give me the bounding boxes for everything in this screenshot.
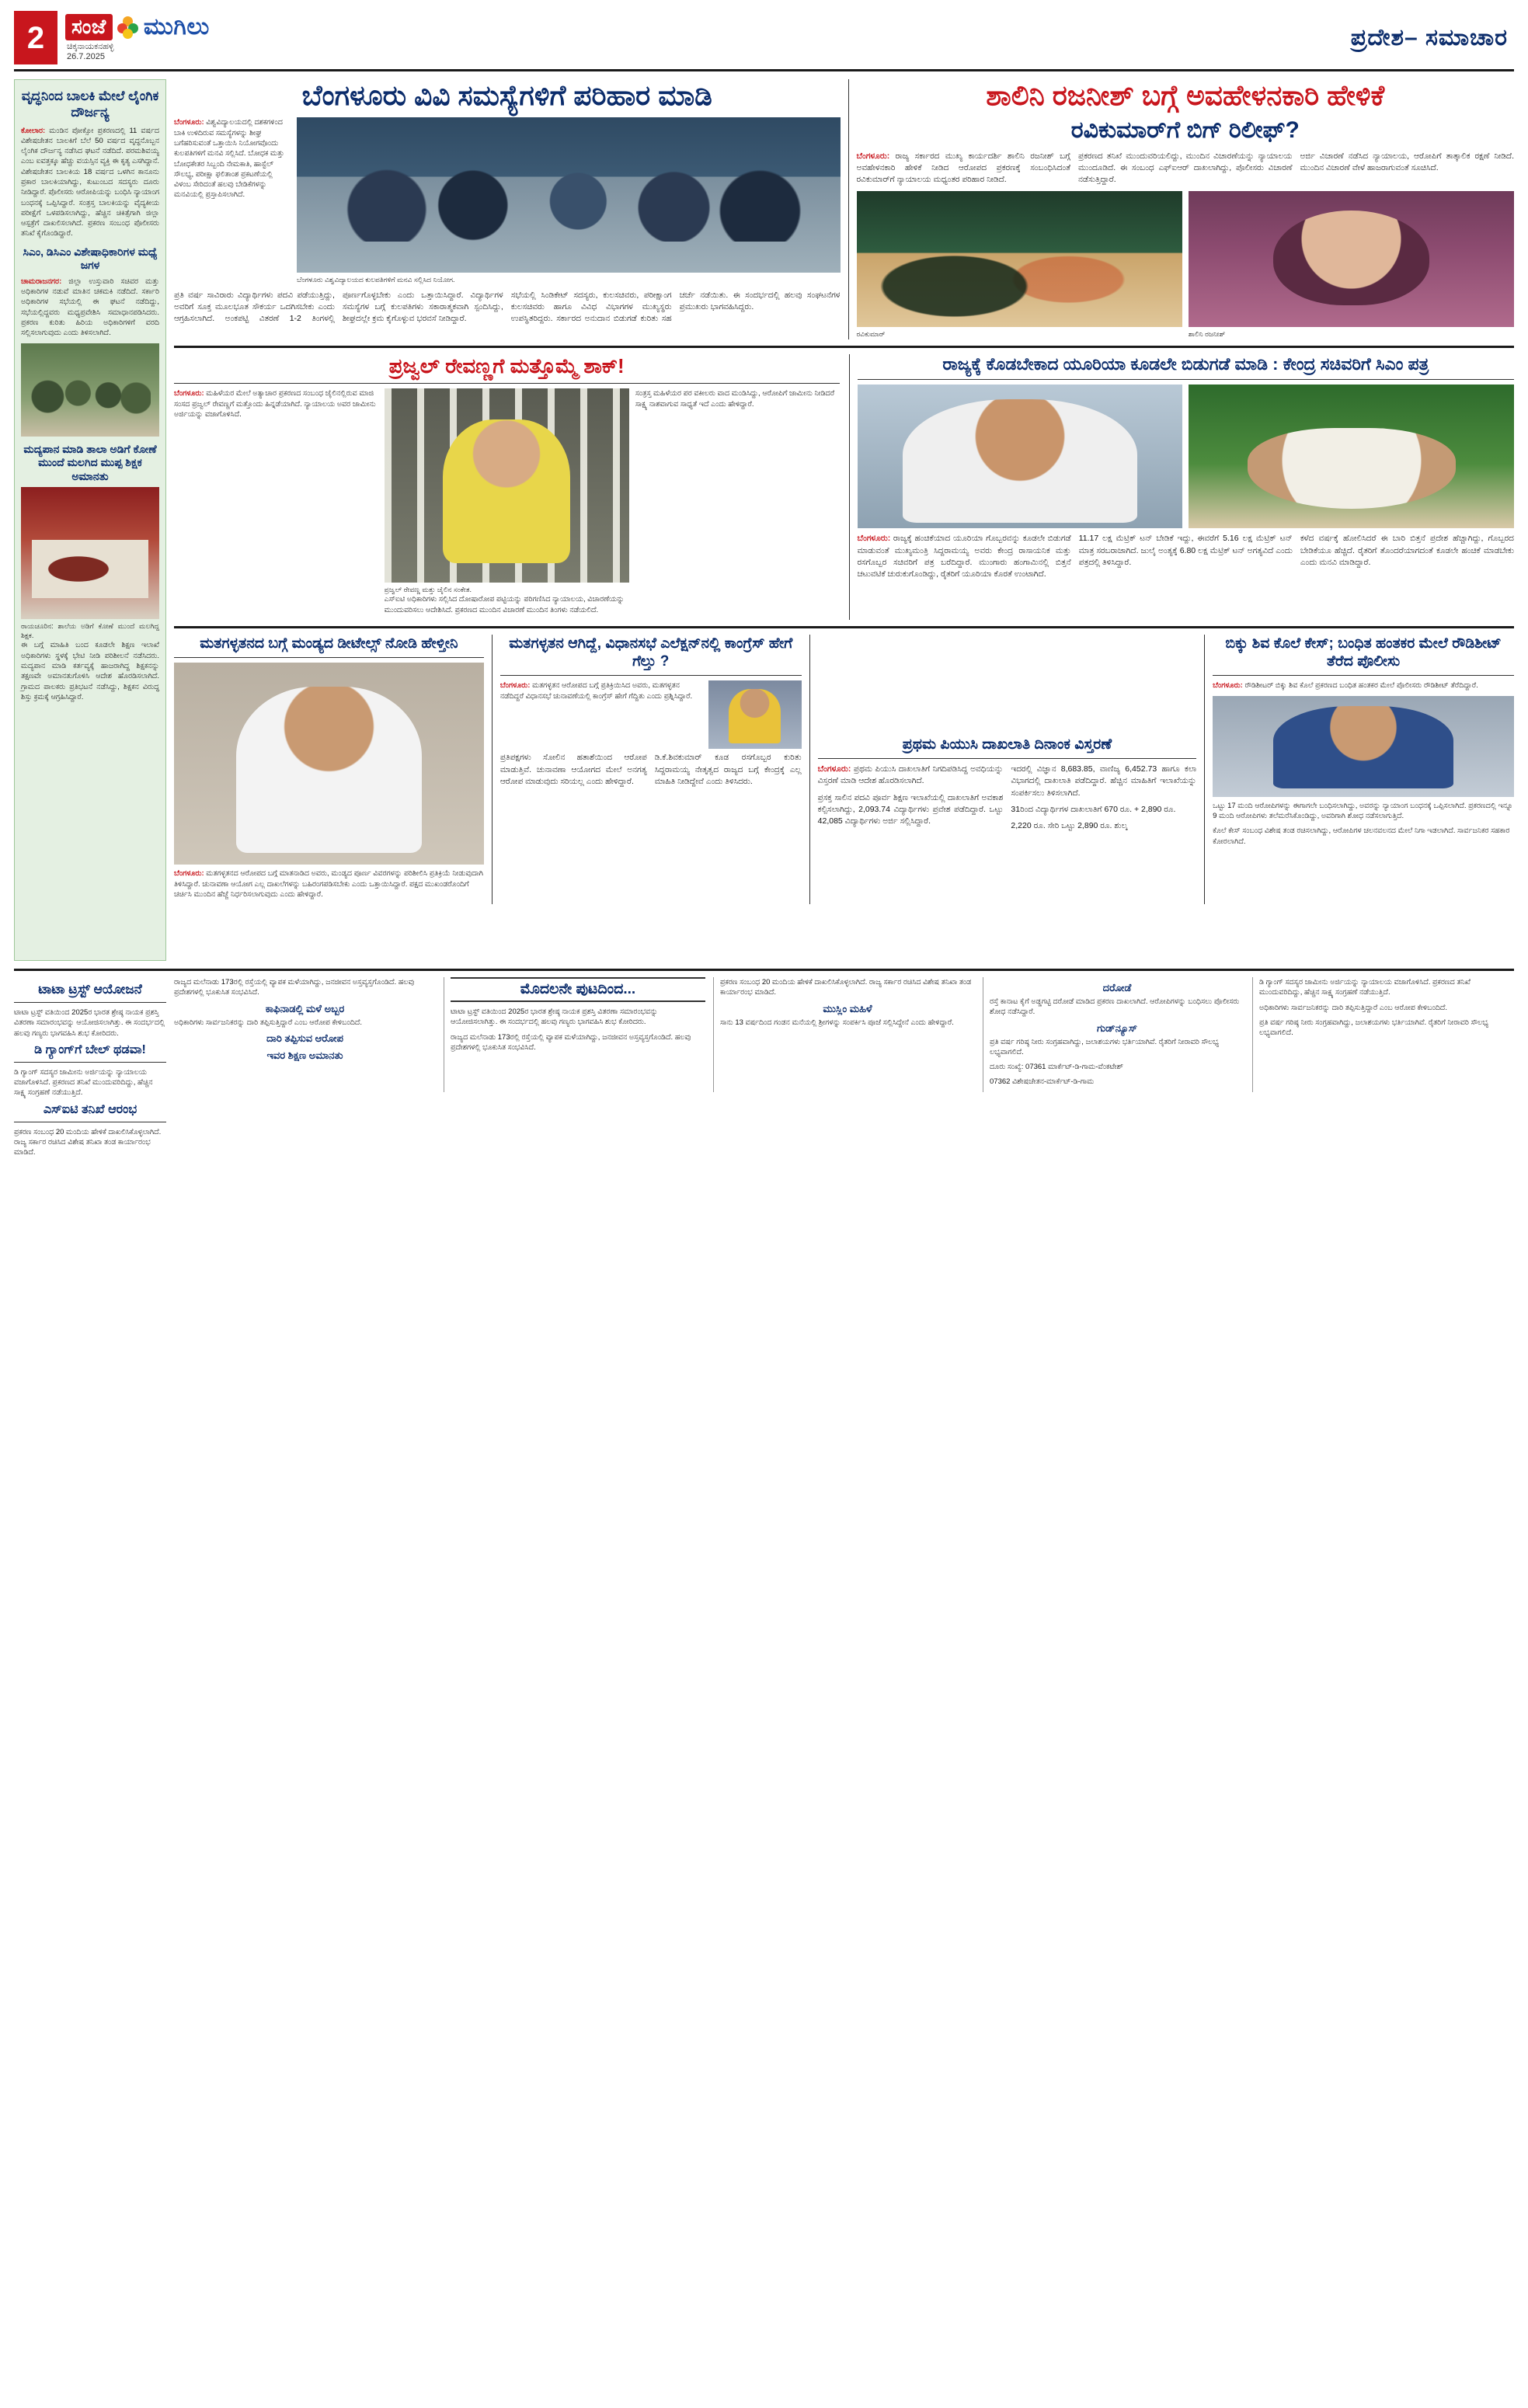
lead-story xyxy=(174,79,841,339)
photo-accused xyxy=(1213,696,1514,797)
photo-caption-teacher: ರಾಯಚೂರಿನ: ಶಾಲೆಯ ಅಡಿಗೆ ಕೋಣೆ ಮುಂದೆ ಮಲಗಿದ್ದ ಶಿಕ್ಷಕ. xyxy=(21,622,159,640)
piuc-byline: ಬೆಂಗಳೂರು: xyxy=(817,764,851,774)
sub2-headline: ದಾರಿ ತಪ್ಪಿಸುವ ಆರೋಪ xyxy=(266,1032,344,1044)
logo-mugilu-text: ಮುಗಿಲು xyxy=(143,14,210,40)
cont-col5-c: ಪ್ರತಿ ವರ್ಷ ಗರಿಷ್ಠ ನೀರು ಸಂಗ್ರಹವಾಗಿದ್ದು, ಜಲಾಶಯಗಳು ಭರ್ತಿಯಾಗಿವೆ. ರೈತರಿಗೆ ನೀರಾವರಿ ಸೌಲಭ್ಯ ಲಭ್ಯವಾಗಲಿದೆ. xyxy=(1259,1018,1489,1038)
cont-col4-a: ರಸ್ತೆ ಕಾನಾಟ ಕೈಗೆ ಅಡ್ಡಗಟ್ಟಿ ದರೋಡೆ ಮಾಡಿದ ಪ್ರಕರಣ ದಾಖಲಾಗಿದೆ. ಆರೋಪಿಗಳನ್ನು ಬಂಧಿಸಲು ಪೊಲೀಸರು ಶೋಧ ನಡೆಸಿದ್ದಾರೆ. xyxy=(990,997,1240,1017)
urea-byline: ಬೆಂಗಳೂರು: xyxy=(857,534,891,544)
congress-byline: ಬೆಂಗಳೂರು: xyxy=(499,681,531,691)
congress-body-b: ಪ್ರತಿಪಕ್ಷಗಳು ಸೋಲಿನ ಹತಾಶೆಯಿಂದ ಆರೋಪ ಮಾಡುತ್ತಿವೆ. ಚುನಾವಣಾ ಆಯೋಗದ ಮೇಲೆ ಅನಗತ್ಯ ಆರೋಪ ಮಾಡುವುದು ಸರಿಯಲ್ಲ ಎಂದು ಹೇಳಿದ್ದಾರೆ. xyxy=(499,753,647,786)
left-sidebar-column xyxy=(14,79,166,961)
story-police xyxy=(1204,635,1514,904)
main-content-column xyxy=(174,79,1514,961)
prajwal-body-c: ಸಂತ್ರಸ್ತ ಮಹಿಳೆಯರ ಪರ ವಕೀಲರು ವಾದ ಮಂಡಿಸಿದ್ದು, ಆರೋಪಿಗೆ ಜಾಮೀನು ನೀಡಿದರೆ ಸಾಕ್ಷ್ಯ ನಾಶವಾಗುವ ಸಾಧ್ಯತೆ ಇದೆ ಎಂದು ಹೇಳಿದ್ದಾರೆ. xyxy=(635,389,835,409)
lower-band xyxy=(174,635,1514,904)
top-section xyxy=(14,79,1514,961)
shalini-body-b: ಪ್ರಕರಣದ ತನಿಖೆ ಮುಂದುವರಿಯಲಿದ್ದು, ಮುಂದಿನ ವಿಚಾರಣೆಯನ್ನು ನ್ಯಾಯಾಲಯ ಮುಂದೂಡಿದೆ. ಈ ಸಂಬಂಧ ಎಫ್‌ಐಆರ್ ದಾಖಲಾಗಿದ್ದು, ಪೊಲೀಸರು ವಿಚಾರಣೆ ನಡೆಸುತ್ತಿದ್ದಾರೆ. xyxy=(1078,151,1293,185)
congress-body-a: ಮತಗಳ್ಳತನ ಆರೋಪದ ಬಗ್ಗೆ ಪ್ರತಿಕ್ರಿಯಿಸಿದ ಅವರು, ಮತಗಳ್ಳತನ ನಡೆದಿದ್ದರೆ ವಿಧಾನಸಭೆ ಚುನಾವಣೆಯಲ್ಲಿ ಕಾಂಗ್ರೆಸ್ ಹೇಗೆ ಗೆದ್ದಿತು ಎಂದು ಪ್ರಶ್ನಿಸಿದ್ದಾರೆ. xyxy=(499,681,693,701)
photo-shalini-rajneesh xyxy=(1189,191,1514,327)
urea-headline: ರಾಜ್ಯಕ್ಕೆ ಕೊಡಬೇಕಾದ ಯೂರಿಯಾ ಕೂಡಲೇ ಬಿಡುಗಡೆ ಮಾಡಿ : ಕೇಂದ್ರ ಸಚಿವರಿಗೆ ಸಿಎಂ ಪತ್ರ xyxy=(942,353,1429,374)
dgang-headline: ಡಿ ಗ್ಯಾಂಗ್‌ಗೆ ಬೇಲ್ ಥಡವಾ! xyxy=(34,1042,146,1056)
cont-col2-b: ರಾಜ್ಯದ ಮಲೆನಾಡು 173ರಲ್ಲಿ ರಸ್ತೆಯಲ್ಲಿ ವ್ಯಾಪಕ ಮಳೆಯಾಗಿದ್ದು, ಜನಜೀವನ ಅಸ್ತವ್ಯಸ್ತಗೊಂಡಿದೆ. ಹಲವು ಪ್ರದೇಶಗಳಲ್ಲಿ ಭೂಕುಸಿತ ಸಂಭವಿಸಿದೆ. xyxy=(451,1032,691,1052)
shalini-headline-red: ಶಾಲಿನಿ ರಜನೀಶ್ ಬಗ್ಗೆ ಅವಹೇಳನಕಾರಿ ಹೇಳಿಕೆ xyxy=(986,79,1385,111)
page-number: 2 xyxy=(14,11,57,64)
section-title: ಪ್ರದೇಶ– ಸಮಾಚಾರ xyxy=(1350,24,1508,50)
lead-body-c: ಸಭೆಯಲ್ಲಿ ಸಿಂಡಿಕೇಟ್ ಸದಸ್ಯರು, ಕುಲಸಚಿವರು, ಪರೀಕ್ಷಾಂಗ ಕುಲಸಚಿವರು ಹಾಗೂ ವಿವಿಧ ವಿಭಾಗಗಳ ಮುಖ್ಯಸ್ಥರು ಉಪಸ್ಥಿತರಿದ್ದರು. ಸರ್ಕಾರದ ಅನುದಾನ ಬಿಡುಗಡೆ ಕುರಿತು ಸಹ ಚರ್ಚೆ ನಡೆಯಿತು. ಈ ಸಂದರ್ಭದಲ್ಲಿ ಹಲವು ಸಂಘಟನೆಗಳ ಪ್ರಮುಖರು ಭಾಗವಹಿಸಿದ್ದರು. xyxy=(510,290,841,323)
story-body-teacher: ಈ ಬಗ್ಗೆ ಮಾಹಿತಿ ಬಂದ ಕೂಡಲೇ ಶಿಕ್ಷಣ ಇಲಾಖೆ ಅಧಿಕಾರಿಗಳು ಸ್ಥಳಕ್ಕೆ ಭೇಟಿ ನೀಡಿ ಪರಿಶೀಲನೆ ನಡೆಸಿದರು. ಮದ್ಯಪಾನ ಮಾಡಿ ಕರ್ತವ್ಯಕ್ಕೆ ಹಾಜರಾಗಿದ್ದ ಶಿಕ್ಷಕನನ್ನು ತಕ್ಷಣವೇ ಅಮಾನತುಗೊಳಿಸಿ ಆದೇಶ ಹೊರಡಿಸಲಾಗಿದೆ. ಗ್ರಾಮದ ಪಾಲಕರು ಪ್ರತಿಭಟನೆ ನಡೆಸಿದ್ದು, ಶಿಕ್ಷಕನ ವಿರುದ್ಧ ಶಿಸ್ತು ಕ್ರಮಕ್ಕೆ ಆಗ್ರಹಿಸಿದ್ದಾರೆ. xyxy=(21,641,159,701)
prajwal-body-a: ಮಹಿಳೆಯರ ಮೇಲೆ ಅತ್ಯಾಚಾರ ಪ್ರಕರಣದ ಸಂಬಂಧ ಜೈಲಿನಲ್ಲಿರುವ ಮಾಜಿ ಸಂಸದ ಪ್ರಜ್ವಲ್ ರೇವಣ್ಣಗೆ ಮತ್ತೊಂದು ಹಿನ್ನಡೆಯಾಗಿದೆ. ನ್ಯಾಯಾಲಯ ಅವರ ಜಾಮೀನು ಅರ್ಜಿಯನ್ನು ವಜಾಗೊಳಿಸಿದೆ. xyxy=(174,389,376,419)
sub1-headline: ಕಾಫಿನಾಡಲ್ಲಿ ಮಳೆ ಅಬ್ಬರ xyxy=(265,1002,345,1014)
photo-prajwal-jail xyxy=(385,388,629,583)
cont-col5-a: ಡಿ ಗ್ಯಾಂಗ್ ಸದಸ್ಯರ ಜಾಮೀನು ಅರ್ಜಿಯನ್ನು ನ್ಯಾಯಾಲಯ ವಜಾಗೊಳಿಸಿದೆ. ಪ್ರಕರಣದ ತನಿಖೆ ಮುಂದುವರಿದಿದ್ದು, ಹೆಚ್ಚಿನ ಸಾಕ್ಷ್ಯ ಸಂಗ್ರಹಣೆ ನಡೆಯುತ್ತಿದೆ. xyxy=(1259,978,1471,997)
masthead xyxy=(14,11,1514,71)
piuc-headline: ಪ್ರಥಮ ಪಿಯುಸಿ ದಾಖಲಾತಿ ದಿನಾಂಕ ವಿಸ್ತರಣೆ xyxy=(902,736,1112,753)
kolar-body: ಪ್ರಕರಣ ಸಂಬಂಧ 20 ಮಂದಿಯ ಹೇಳಿಕೆ ದಾಖಲಿಸಿಕೊಳ್ಳಲಾಗಿದೆ. ರಾಜ್ಯ ಸರ್ಕಾರ ರಚಿಸಿದ ವಿಶೇಷ ತನಿಖಾ ತಂಡ ಕಾರ್ಯಾರಂಭ ಮಾಡಿದೆ. xyxy=(14,1127,162,1157)
photo-urea-granules xyxy=(1189,385,1514,528)
mid-band xyxy=(174,354,1514,620)
congress-headline: ಮತಗಳ್ಳತನ ಆಗಿದ್ದೆ, ವಿಧಾನಸಭೆ ಎಲೆಕ್ಷನ್‌ನಲ್ಲಿ ಕಾಂಗ್ರೆಸ್ ಹೇಗೆ ಗೆಲ್ತು ? xyxy=(509,635,793,670)
sub6-headline: ಗುಡ್‌ನ್ಯೂಸ್ xyxy=(1096,1021,1138,1034)
story-urea xyxy=(849,354,1515,620)
photo-chief-minister xyxy=(858,385,1183,528)
police-body-c: ಕೊಲೆ ಕೇಸ್ ಸಂಬಂಧ ವಿಶೇಷ ತಂಡ ರಚಿಸಲಾಗಿದ್ದು, ಆರೋಪಿಗಳ ಚಲನವಲನದ ಮೇಲೆ ನಿಗಾ ಇಡಲಾಗಿದೆ. ಸಾರ್ವಜನಿಕರ ಸಹಕಾರ ಕೋರಲಾಗಿದೆ. xyxy=(1213,826,1510,846)
story-prajwal xyxy=(174,354,840,620)
urea-body-b: 11.17 ಲಕ್ಷ ಮೆಟ್ರಿಕ್ ಟನ್ ಬೇಡಿಕೆ ಇದ್ದು, ಈವರೆಗೆ 5.16 ಲಕ್ಷ ಮೆಟ್ರಿಕ್ ಟನ್ ಮಾತ್ರ ಸರಬರಾಜಾಗಿದೆ. ಜುಲೈ ಅಂತ್ಯಕ್ಕೆ 6.80 ಲಕ್ಷ ಮೆಟ್ರಿಕ್ ಟನ್ ಅಗತ್ಯವಿದೆ ಎಂದು ಪತ್ರದಲ್ಲಿ ತಿಳಿಸಿದ್ದಾರೆ. xyxy=(1078,534,1293,567)
piuc-stat-1: 31ರಿಂದ ವಿದ್ಯಾರ್ಥಿಗಳ ದಾಖಲಾತಿಗೆ 670 ರೂ. + 2,890 ರೂ. xyxy=(1011,804,1176,814)
story-shalini xyxy=(848,79,1515,339)
continued-from-page-1: ಮೊದಲನೇ ಪುಟದಿಂದ... xyxy=(451,977,705,1002)
shalini-headline-blue: ರವಿಕುಮಾರ್‌ಗೆ ಬಿಗ್ ರಿಲೀಫ್? xyxy=(1070,117,1300,144)
photo-university-meeting xyxy=(297,117,841,273)
prajwal-headline: ಪ್ರಜ್ವಲ್ ರೇವಣ್ಣಗೆ ಮತ್ತೊಮ್ಮೆ ಶಾಕ್! xyxy=(388,353,625,378)
sub5-headline: ದರೋಡೆ xyxy=(1102,982,1132,993)
cont-col5-b: ಅಧಿಕಾರಿಗಳು ಸಾರ್ವಜನಿಕರನ್ನು ದಾರಿ ತಪ್ಪಿಸುತ್ತಿದ್ದಾರೆ ಎಂಬ ಆರೋಪ ಕೇಳಿಬಂದಿದೆ. xyxy=(1259,1003,1448,1012)
cont-col1-b: ಅಧಿಕಾರಿಗಳು ಸಾರ್ವಜನಿಕರನ್ನು ದಾರಿ ತಪ್ಪಿಸುತ್ತಿದ್ದಾರೆ ಎಂಬ ಆರೋಪ ಕೇಳಿಬಂದಿದೆ. xyxy=(174,1018,363,1027)
piuc-stat-2: 2,220 ರೂ. ಸೇರಿ ಒಟ್ಟು 2,890 ರೂ. ಶುಲ್ಕ xyxy=(1011,821,1128,831)
cont-col4-b: ಪ್ರತಿ ವರ್ಷ ಗರಿಷ್ಠ ನೀರು ಸಂಗ್ರಹವಾಗಿದ್ದು, ಜಲಾಶಯಗಳು ಭರ್ತಿಯಾಗಿವೆ. ರೈತರಿಗೆ ನೀರಾವರಿ ಸೌಲಭ್ಯ ಲಭ್ಯವಾಗಲಿದೆ. xyxy=(990,1037,1220,1056)
bottom-left-column xyxy=(14,977,166,1163)
logo xyxy=(57,11,210,64)
lead-body-b: ಪ್ರತಿ ವರ್ಷ ಸಾವಿರಾರು ವಿದ್ಯಾರ್ಥಿಗಳು ಪದವಿ ಪಡೆಯುತ್ತಿದ್ದು, ಅವರಿಗೆ ಸೂಕ್ತ ಮೂಲಭೂತ ಸೌಕರ್ಯ ಒದಗಿಸಬೇಕು ಎಂದು ಆಗ್ರಹಿಸಲಾಗಿದೆ. ಅಂಕಪಟ್ಟಿ ವಿತರಣೆ 1-2 ತಿಂಗಳಲ್ಲಿ ಪೂರ್ಣಗೊಳ್ಳಬೇಕು ಎಂದು ಒತ್ತಾಯಿಸಿದ್ದಾರೆ. ವಿದ್ಯಾರ್ಥಿಗಳ ಸಮಸ್ಯೆಗಳ ಬಗ್ಗೆ ಕುಲಪತಿಗಳು ಸಕಾರಾತ್ಮಕವಾಗಿ ಸ್ಪಂದಿಸಿದ್ದು, ಶೀಘ್ರದಲ್ಲೇ ಕ್ರಮ ಕೈಗೊಳ್ಳುವ ಭರವಸೆ ನೀಡಿದ್ದಾರೆ. xyxy=(174,290,503,323)
tata-body: ಟಾಟಾ ಟ್ರಸ್ಟ್ ವತಿಯಿಂದ 2025ರ ಭಾರತ ಶ್ರೇಷ್ಠ ನಾಯಕ ಪ್ರಶಸ್ತಿ ವಿತರಣಾ ಸಮಾರಂಭವನ್ನು ಆಯೋಜಿಸಲಾಗಿತ್ತು. ಈ ಸಂದರ್ಭದಲ್ಲಿ ಹಲವು ಗಣ್ಯರು ಭಾಗವಹಿಸಿ ಶುಭ ಕೋರಿದರು. xyxy=(14,1008,165,1038)
photo-ravikumar xyxy=(857,191,1182,327)
police-body-a: ರೌಡಿಶೀಟರ್ ಬಿಕ್ಕು ಶಿವ ಕೊಲೆ ಪ್ರಕರಣದ ಬಂಧಿತ ಹಂತಕರ ಮೇಲೆ ಪೊಲೀಸರು ರೌಡಿಶೀಟ್ ತೆರೆದಿದ್ದಾರೆ. xyxy=(1244,681,1478,691)
lead-photo-caption: ಬೆಂಗಳೂರು ವಿಶ್ವವಿದ್ಯಾಲಯದ ಕುಲಪತಿಗಳಿಗೆ ಮನವಿ ಸಲ್ಲಿಸಿದ ನಿಯೋಗ. xyxy=(297,276,455,284)
lead-headline: ಬೆಂಗಳೂರು ವಿವಿ ಸಮಸ್ಯೆಗಳಿಗೆ ಪರಿಹಾರ ಮಾಡಿ xyxy=(301,79,712,111)
flower-icon xyxy=(117,16,139,38)
congress-body-c: ಡಿ.ಕೆ.ಶಿವಕುಮಾರ್ ಕೂಡ ರಸಗೊಬ್ಬರ ಕುರಿತು ಸಿದ್ದರಾಮಯ್ಯ ನೇತೃತ್ವದ ರಾಜ್ಯದ ಬಗ್ಗೆ ಕೇಂದ್ರಕ್ಕೆ ಎಲ್ಲ ಮಾಹಿತಿ ನೀಡಿದ್ದೇವೆ ಎಂದು ತಿಳಿಸಿದರು. xyxy=(654,753,802,786)
mandya-headline: ಮತಗಳ್ಳತನದ ಬಗ್ಗೆ ಮಂಡ್ಯದ ಡೀಟೇಲ್ಸ್ ನೋಡಿ ಹೇಳ್ತೀನಿ xyxy=(200,635,458,652)
cont-col3-b: ಸಾನು 13 ವರ್ಷದಿಂದ ಗಂಡನ ಮನೆಯಲ್ಲಿ ಶ್ರೀಗಳನ್ನು ಸಂಪರ್ಕಿಸಿ ಪೂಜೆ ಸಲ್ಲಿಸಿದ್ದೇನೆ ಎಂದು ಹೇಳಿದ್ದಾರೆ. xyxy=(720,1018,954,1027)
story-piuc xyxy=(809,635,1197,904)
piuc-body-a: ಪ್ರಥಮ ಪಿಯುಸಿ ದಾಖಲಾತಿಗೆ ನಿಗದಿಪಡಿಸಿದ್ದ ಅವಧಿಯನ್ನು ವಿಸ್ತರಣೆ ಮಾಡಿ ಆದೇಶ ಹೊರಡಿಸಲಾಗಿದೆ. xyxy=(817,764,1004,786)
byline-chamarajanagar: ಚಾಮರಾಜನಗರ: xyxy=(21,277,62,286)
bottom-section xyxy=(14,969,1514,1163)
story-headline-officers: ಸಿಎಂ, ಡಿಸಿಎಂ ವಿಶೇಷಾಧಿಕಾರಿಗಳ ಮಧ್ಯೆ ಜಗಳ xyxy=(23,245,158,272)
photo-minister-seated xyxy=(174,663,484,865)
photo-teacher-sleeping xyxy=(21,487,159,619)
byline-kolar: ಕೋಲಾರ: xyxy=(21,126,46,135)
tata-headline: ಟಾಟಾ ಟ್ರಸ್ಟ್ ಆಯೋಜನೆ xyxy=(38,982,142,997)
logo-sanje-text: ಸಂಜೆ xyxy=(65,14,113,40)
piuc-body-b: ಪ್ರಸಕ್ತ ಸಾಲಿನ ಪದವಿ ಪೂರ್ವ ಶಿಕ್ಷಣ ಇಲಾಖೆಯಲ್ಲಿ ದಾಖಲಾತಿಗೆ ಅವಕಾಶ ಕಲ್ಪಿಸಲಾಗಿದ್ದು, 2,093.74 ವಿದ್ಯಾರ್ಥಿಗಳು ಪ್ರವೇಶ ಪಡೆದಿದ್ದಾರೆ. ಒಟ್ಟು 42,085 ವಿದ್ಯಾರ್ಥಿಗಳು ಅರ್ಜಿ ಸಲ್ಲಿಸಿದ್ದಾರೆ. xyxy=(817,792,1004,826)
sub4-headline: ಮುಸ್ಲಿಂ ಮಹಿಳೆ xyxy=(823,1002,872,1014)
publication-date: 26.7.2025 xyxy=(67,52,105,61)
urea-body-a: ರಾಜ್ಯಕ್ಕೆ ಹಂಚಿಕೆಯಾದ ಯೂರಿಯಾ ಗೊಬ್ಬರವನ್ನು ಕೂಡಲೇ ಬಿಡುಗಡೆ ಮಾಡುವಂತೆ ಮುಖ್ಯಮಂತ್ರಿ ಸಿದ್ದರಾಮಯ್ಯ ಅವರು ಕೇಂದ್ರ ರಾಸಾಯನಿಕ ಮತ್ತು ರಸಗೊಬ್ಬರ ಸಚಿವರಿಗೆ ಪತ್ರ ಬರೆದಿದ್ದಾರೆ. ಮುಂಗಾರು ಹಂಗಾಮಿನಲ್ಲಿ ಬಿತ್ತನೆ ಚಟುವಟಿಕೆ ಚುರುಕುಗೊಂಡಿದ್ದು, ರೈತರಿಗೆ ಯೂರಿಯಾ ಕೊರತೆ ಉಂಟಾಗಿದೆ. xyxy=(857,534,1071,579)
logo-edition: ಚಿಕ್ಕನಾಯಕನಹಳ್ಳಿ xyxy=(67,42,114,51)
helpline-label: ದೂರು ಸಂಖ್ಯೆ xyxy=(990,1063,1022,1072)
urea-body-c: ಕಳೆದ ವರ್ಷಕ್ಕೆ ಹೋಲಿಸಿದರೆ ಈ ಬಾರಿ ಬಿತ್ತನೆ ಪ್ರದೇಶ ಹೆಚ್ಚಾಗಿದ್ದು, ಗೊಬ್ಬರದ ಬೇಡಿಕೆಯೂ ಹೆಚ್ಚಿದೆ. ರೈತರಿಗೆ ತೊಂದರೆಯಾಗದಂತೆ ಕೂಡಲೇ ಹಂಚಿಕೆ ಮಾಡಬೇಕು ಎಂದು ಮನವಿ ಮಾಡಿದ್ದಾರೆ. xyxy=(1300,534,1514,567)
police-headline: ಬಿಕ್ಕು ಶಿವ ಕೊಲೆ ಕೇಸ್; ಬಂಧಿತ ಹಂತಕರ ಮೇಲೆ ರೌಡಿಶೀಟ್ ತೆರೆದ ಪೊಲೀಸು xyxy=(1225,635,1502,670)
shalini-body-c: ಅರ್ಜಿ ವಿಚಾರಣೆ ನಡೆಸಿದ ನ್ಯಾಯಾಲಯ, ಆರೋಪಿಗೆ ತಾತ್ಕಾಲಿಕ ರಕ್ಷಣೆ ನೀಡಿದೆ. ಮುಂದಿನ ವಿಚಾರಣೆ ವೇಳೆ ಹಾಜರಾಗುವಂತೆ ಸೂಚಿಸಿದೆ. xyxy=(1300,151,1514,173)
photo-officials-group xyxy=(21,343,159,437)
story-mandya xyxy=(174,635,484,904)
cont-col1-a: ರಾಜ್ಯದ ಮಲೆನಾಡು 173ರಲ್ಲಿ ರಸ್ತೆಯಲ್ಲಿ ವ್ಯಾಪಕ ಮಳೆಯಾಗಿದ್ದು, ಜನಜೀವನ ಅಸ್ತವ್ಯಸ್ತಗೊಂಡಿದೆ. ಹಲವು ಪ್ರದೇಶಗಳಲ್ಲಿ ಭೂಕುಸಿತ ಸಂಭವಿಸಿದೆ. xyxy=(174,978,415,997)
dgang-body: ಡಿ ಗ್ಯಾಂಗ್ ಸದಸ್ಯರ ಜಾಮೀನು ಅರ್ಜಿಯನ್ನು ನ್ಯಾಯಾಲಯ ವಜಾಗೊಳಿಸಿದೆ. ಪ್ರಕರಣದ ತನಿಖೆ ಮುಂದುವರಿದಿದ್ದು, ಹೆಚ್ಚಿನ ಸಾಕ್ಷ್ಯ ಸಂಗ್ರಹಣೆ ನಡೆಯುತ್ತಿದೆ. xyxy=(14,1067,153,1098)
helpline-2: 07362 ವಿಶೇಷಚೇತನ-ಮಾರ್ಕೆಟ್-ಡಿ-ಗಾಮ xyxy=(990,1077,1095,1087)
piuc-body-c: ಇದರಲ್ಲಿ ವಿಜ್ಞಾನ 8,683.85, ವಾಣಿಜ್ಯ 6,452.73 ಹಾಗೂ ಕಲಾ ವಿಭಾಗದಲ್ಲಿ ದಾಖಲಾತಿ ಪಡೆದಿದ್ದಾರೆ. ಹೆಚ್ಚಿನ ಮಾಹಿತಿಗೆ ಇಲಾಖೆಯನ್ನು ಸಂಪರ್ಕಿಸಲು ತಿಳಿಸಲಾಗಿದೆ. xyxy=(1011,764,1197,798)
story-headline-teacher: ಮದ್ಯಪಾನ ಮಾಡಿ ತಾಲಾ ಅಡಿಗೆ ಕೋಣೆ ಮುಂದೆ ಮಲಗಿದ ಮುಪ್ಪ ಶಿಕ್ಷಕ ಅಮಾನತು xyxy=(23,442,157,482)
caption-ravikumar: ರವಿಕುಮಾರ್ xyxy=(856,330,886,339)
helpline-1: 07361 ಮಾರ್ಕೆಟ್-ಡಿ-ಗಾಮ-ವೆಂಕಟೇಶ್ xyxy=(1025,1063,1123,1072)
sub3-headline: ಇವರ ಶಿಕ್ಷಣ ಅಮಾನತು xyxy=(266,1049,343,1061)
prajwal-body-b: ಎಸ್‌ಐಟಿ ಅಧಿಕಾರಿಗಳು ಸಲ್ಲಿಸಿದ ದೋಷಾರೋಪ ಪಟ್ಟಿಯನ್ನು ಪರಿಗಣಿಸಿದ ನ್ಯಾಯಾಲಯ, ವಿಚಾರಣೆಯನ್ನು ಮುಂದುವರಿಸಲು ಆದೇಶಿಸಿದೆ. ಪ್ರಕರಣದ ಮುಂದಿನ ವಿಚಾರಣೆ ಮುಂದಿನ ತಿಂಗಳು ನಡೆಯಲಿದೆ. xyxy=(384,595,625,614)
kolar-headline: ಎಸ್‌ಐಟಿ ತನಿಖೆ ಆರಂಭ xyxy=(43,1102,137,1116)
prajwal-byline: ಬೆಂಗಳೂರು: xyxy=(174,389,204,398)
cont-col2-a: ಟಾಟಾ ಟ್ರಸ್ಟ್ ವತಿಯಿಂದ 2025ರ ಭಾರತ ಶ್ರೇಷ್ಠ ನಾಯಕ ಪ್ರಶಸ್ತಿ ವಿತರಣಾ ಸಮಾರಂಭವನ್ನು ಆಯೋಜಿಸಲಾಗಿತ್ತು. ಈ ಸಂದರ್ಭದಲ್ಲಿ ಹಲವು ಗಣ್ಯರು ಭಾಗವಹಿಸಿ ಶುಭ ಕೋರಿದರು. xyxy=(451,1007,658,1027)
lead-body-a: ವಿಶ್ವವಿದ್ಯಾಲಯದಲ್ಲಿ ದಶಕಗಳಿಂದ ಬಾಕಿ ಉಳಿದಿರುವ ಸಮಸ್ಯೆಗಳನ್ನು ಶೀಘ್ರ ಬಗೆಹರಿಸುವಂತೆ ಒತ್ತಾಯಿಸಿ ನಿಯೋಗವೊಂದು ಕುಲಪತಿಗಳಿಗೆ ಮನವಿ ಸಲ್ಲಿಸಿದೆ. ಬೋಧಕ ಮತ್ತು ಬೋಧಕೇತರ ಸಿಬ್ಬಂದಿ ನೇಮಕಾತಿ, ಹಾಸ್ಟೆಲ್ ಸೌಲಭ್ಯ, ಪರೀಕ್ಷಾ ಫಲಿತಾಂಶ ಪ್ರಕಟಣೆಯಲ್ಲಿ ವಿಳಂಬ ಸೇರಿದಂತೆ ಹಲವು ಬೇಡಿಕೆಗಳನ್ನು ಮನವಿಯಲ್ಲಿ ಪ್ರಸ್ತಾಪಿಸಲಾಗಿದೆ. xyxy=(174,118,284,200)
police-body-b: ಒಟ್ಟು 17 ಮಂದಿ ಆರೋಪಿಗಳನ್ನು ಈಗಾಗಲೇ ಬಂಧಿಸಲಾಗಿದ್ದು, ಅವರನ್ನು ನ್ಯಾಯಾಂಗ ಬಂಧನಕ್ಕೆ ಒಪ್ಪಿಸಲಾಗಿದೆ. ಪ್ರಕರಣದಲ್ಲಿ ಇನ್ನೂ 9 ಮಂದಿ ಆರೋಪಿಗಳು ತಲೆಮರೆಸಿಕೊಂಡಿದ್ದು, ಅವರಿಗಾಗಿ ಶೋಧ ನಡೆಸಲಾಗುತ್ತಿದೆ. xyxy=(1213,801,1513,821)
caption-shalini: ಶಾಲಿನಿ ರಜನೀಶ್ xyxy=(1188,330,1226,339)
story-congress xyxy=(492,635,802,904)
photo-congress-leader xyxy=(708,680,802,749)
story-body-officers: ಜಿಲ್ಲಾ ಉಸ್ತುವಾರಿ ಸಚಿವರ ಮತ್ತು ಅಧಿಕಾರಿಗಳ ನಡುವೆ ಮಾತಿನ ಚಕಮಕಿ ನಡೆದಿದೆ. ಸರ್ಕಾರಿ ಅಧಿಕಾರಿಗಳ ಸಭೆಯಲ್ಲಿ ಈ ಘಟನೆ ನಡೆದಿದ್ದು, ಸಭೆಯಲ್ಲಿದ್ದವರು ಮಧ್ಯಪ್ರವೇಶಿಸಿ ಸಮಾಧಾನಪಡಿಸಿದರು. ಪ್ರಕರಣ ಕುರಿತು ಹಿರಿಯ ಅಧಿಕಾರಿಗಳಿಗೆ ವರದಿ ಸಲ್ಲಿಸಲಾಗುವುದು ಎಂದು ತಿಳಿಸಲಾಗಿದೆ. xyxy=(21,277,159,338)
story-headline-abuse: ವೃದ್ಧನಿಂದ ಬಾಲಕಿ ಮೇಲೆ ಲೈಂಗಿಕ ದೌರ್ಜನ್ಯ xyxy=(21,89,159,120)
police-byline: ಬೆಂಗಳೂರು: xyxy=(1213,681,1243,691)
shalini-byline: ಬೆಂಗಳೂರು: xyxy=(856,151,890,161)
mandya-body: ಮತಗಳ್ಳತನದ ಆರೋಪದ ಬಗ್ಗೆ ಮಾತನಾಡಿದ ಅವರು, ಮಂಡ್ಯದ ಪೂರ್ಣ ವಿವರಗಳನ್ನು ಪರಿಶೀಲಿಸಿ ಪ್ರತಿಕ್ರಿಯೆ ನೀಡುವುದಾಗಿ ತಿಳಿಸಿದ್ದಾರೆ. ಚುನಾವಣಾ ಆಯೋಗ ಎಲ್ಲ ದಾಖಲೆಗಳನ್ನು ಬಹಿರಂಗಪಡಿಸಬೇಕು ಎಂದು ಒತ್ತಾಯಿಸಿದ್ದಾರೆ. ಪಕ್ಷದ ಮುಖಂಡರೊಂದಿಗೆ ಚರ್ಚಿಸಿ ಮುಂದಿನ ಹೆಜ್ಜೆ ನಿರ್ಧರಿಸಲಾಗುವುದು ಎಂದು ಹೇಳಿದ್ದಾರೆ. xyxy=(174,869,483,899)
lead-byline: ಬೆಂಗಳೂರು: xyxy=(174,118,204,127)
continued-section: ರಾಜ್ಯದ ಮಲೆನಾಡು 173ರಲ್ಲಿ ರಸ್ತೆಯಲ್ಲಿ ವ್ಯಾಪಕ ಮಳೆಯಾಗಿದ್ದು, ಜನಜೀವನ ಅಸ್ತವ್ಯಸ್ತಗೊಂಡಿದೆ. ಹಲವು ಪ್ರದೇಶಗಳಲ್ಲಿ ಭೂಕುಸಿತ ಸಂಭವಿಸಿದೆ. ಕಾಫಿನಾಡಲ್ಲಿ ಮಳೆ ಅಬ್ಬರ ಅಧಿಕಾರಿಗಳು ಸಾರ್ವಜನಿಕರನ್ನು ದಾರಿ ತಪ್ಪಿಸುತ್ತಿದ್ದಾರೆ ಎಂಬ ಆರೋಪ ಕೇಳಿಬಂದಿದೆ. ದಾರಿ ತಪ್ಪಿಸುವ ಆರೋಪ ಇವರ ಶಿಕ್ಷಣ ಅಮಾನತು ಮೊದಲನೇ ಪುಟದಿಂದ... ಟಾಟಾ ಟ್ರಸ್ಟ್ ವತಿಯಿಂದ 2025ರ ಭಾರತ ಶ್ರೇಷ್ಠ ನಾಯಕ ಪ್ರಶಸ್ತಿ ವಿತರಣಾ ಸಮಾರಂಭವನ್ನು ಆಯೋಜಿಸಲಾಗಿತ್ತು. ಈ ಸಂದರ್ಭದಲ್ಲಿ ಹಲವು ಗಣ್ಯರು ಭಾಗವಹಿಸಿ ಶುಭ ಕೋರಿದರು. ರಾಜ್ಯದ ಮಲೆನಾಡು 173ರಲ್ಲಿ ರಸ್ತೆಯಲ್ಲಿ ವ್ಯಾಪಕ ಮಳೆಯಾಗಿದ್ದು, ಜನಜೀವನ ಅಸ್ತವ್ಯಸ್ತಗೊಂಡಿದೆ. ಹಲವು ಪ್ರದೇಶಗಳಲ್ಲಿ ಭೂಕುಸಿತ ಸಂಭವಿಸಿದೆ. ಪ್ರಕರಣ ಸಂಬಂಧ 20 ಮಂದಿಯ ಹೇಳಿಕೆ ದಾಖಲಿಸಿಕೊಳ್ಳಲಾಗಿದೆ. ರಾಜ್ಯ ಸರ್ಕಾರ ರಚಿಸಿದ ವಿಶೇಷ ತನಿಖಾ ತಂಡ ಕಾರ್ಯಾರಂಭ ಮಾಡಿದೆ. ಮುಸ್ಲಿಂ ಮಹಿಳೆ ಸಾನು 13 ವರ್ಷದಿಂದ ಗಂಡನ ಮನೆಯಲ್ಲಿ ಶ್ರೀಗಳನ್ನು ಸಂಪರ್ಕಿಸಿ ಪೂಜೆ ಸಲ್ಲಿಸಿದ್ದೇನೆ ಎಂದು ಹೇಳಿದ್ದಾರೆ. ದರೋಡೆ ರಸ್ತೆ ಕಾನಾಟ ಕೈಗೆ ಅಡ್ಡಗಟ್ಟಿ ದರೋಡೆ ಮಾಡಿದ ಪ್ರಕರಣ ದಾಖಲಾಗಿದೆ. ಆರೋಪಿಗಳನ್ನು ಬಂಧಿಸಲು ಪೊಲೀಸರು ಶೋಧ ನಡೆಸಿದ್ದಾರೆ. ಗುಡ್‌ನ್ಯೂಸ್ ಪ್ರತಿ ವರ್ಷ ಗರಿಷ್ಠ ನೀರು ಸಂಗ್ರಹವಾಗಿದ್ದು, ಜಲಾಶಯಗಳು ಭರ್ತಿಯಾಗಿವೆ. ರೈತರಿಗೆ ನೀರಾವರಿ ಸೌಲಭ್ಯ ಲಭ್ಯವಾಗಲಿದೆ. ದೂರು ಸಂಖ್ಯೆ: 07361 ಮಾರ್ಕೆಟ್-ಡಿ-ಗಾಮ-ವೆಂಕಟೇಶ್ 07362 ವಿಶೇಷಚೇತನ-ಮಾರ್ಕೆಟ್-ಡಿ-ಗಾಮ ಡಿ ಗ್ಯಾಂಗ್ ಸದಸ್ಯರ ಜಾಮೀನು ಅರ್ಜಿಯನ್ನು ನ್ಯಾಯಾಲಯ ವಜಾಗೊಳಿಸಿದೆ. ಪ್ರಕರಣದ ತನಿಖೆ ಮುಂದುವರಿದಿದ್ದು, ಹೆಚ್ಚಿನ ಸಾಕ್ಷ್ಯ ಸಂಗ್ರಹಣೆ ನಡೆಯುತ್ತಿದೆ. ಅಧಿಕಾರಿಗಳು ಸಾರ್ವಜನಿಕರನ್ನು ದಾರಿ ತಪ್ಪಿಸುತ್ತಿದ್ದಾರೆ ಎಂಬ ಆರೋಪ ಕೇಳಿಬಂದಿದೆ. ಪ್ರತಿ ವರ್ಷ ಗರಿಷ್ಠ ನೀರು ಸಂಗ್ರಹವಾಗಿದ್ದು, ಜಲಾಶಯಗಳು ಭರ್ತಿಯಾಗಿವೆ. ರೈತರಿಗೆ ನೀರಾವರಿ ಸೌಲಭ್ಯ ಲಭ್ಯವಾಗಲಿದೆ. xyxy=(174,977,1514,1163)
story-body-abuse: ಮಂಡಿನ ಪೋಕ್ಸೋ ಪ್ರಕರಣದಲ್ಲಿ 11 ವರ್ಷದ ವಿಶೇಷಚೇತನ ಬಾಲಕಿಗೆ ಬೆಲೆ 50 ವರ್ಷದ ವೃದ್ಧನೊಬ್ಬನ ಲೈಂಗಿಕ ದೌರ್ಜನ್ಯ ನಡೆಸಿದ ಘಟನೆ ನಡೆದಿದೆ. ಪರಮಶಿವಯ್ಯ ಎಂಬ ಐವತ್ತಕ್ಕೂ ಹೆಚ್ಚು ವಯಸ್ಸಿನ ವ್ಯಕ್ತಿ ಈ ಕೃತ್ಯ ಎಸಗಿದ್ದಾನೆ. ವಿಶೇಷಚೇತನ ಬಾಲಕಿಯ 18 ವರ್ಷದ ಒಳಗಿನ ಕಾನೂನು ಪ್ರಕಾರ ಬಾಲಕಿಯಾಗಿದ್ದು, ಕುಟುಂಬದ ಸದಸ್ಯರು ದೂರು ನೀಡಿದ್ದಾರೆ. ಪೊಲೀಸರು ಆರೋಪಿಯನ್ನು ಬಂಧಿಸಿ ನ್ಯಾಯಾಂಗ ಬಂಧನಕ್ಕೆ ಒಪ್ಪಿಸಿದ್ದಾರೆ. ಸಂತ್ರಸ್ತ ಬಾಲಕಿಯನ್ನು ವೈದ್ಯಕೀಯ ಪರೀಕ್ಷೆಗೆ ಒಳಪಡಿಸಲಾಗಿದ್ದು, ಹೆಚ್ಚಿನ ಚಿಕಿತ್ಸೆಗಾಗಿ ಜಿಲ್ಲಾ ಆಸ್ಪತ್ರೆಗೆ ದಾಖಲಿಸಲಾಗಿದೆ. ಪ್ರಕರಣ ಸಂಬಂಧ ಪೊಲೀಸರು ತನಿಖೆ ಕೈಗೊಂಡಿದ್ದಾರೆ. xyxy=(21,126,160,238)
caption-prajwal: ಪ್ರಜ್ವಲ್ ರೇವಣ್ಣ ಮತ್ತು ಜೈಲಿನ ಸಂಕೇತ. xyxy=(384,586,472,594)
shalini-body-a: ರಾಜ್ಯ ಸರ್ಕಾರದ ಮುಖ್ಯ ಕಾರ್ಯದರ್ಶಿ ಶಾಲಿನಿ ರಜನೀಶ್ ಬಗ್ಗೆ ಅವಹೇಳನಕಾರಿ ಹೇಳಿಕೆ ನೀಡಿದ ಆರೋಪದ ಪ್ರಕರಣಕ್ಕೆ ಸಂಬಂಧಿಸಿದಂತೆ ರವಿಕುಮಾರ್‌ಗೆ ನ್ಯಾಯಾಲಯ ಮಧ್ಯಂತರ ಪರಿಹಾರ ನೀಡಿದೆ. xyxy=(856,151,1070,185)
cont-col3-a: ಪ್ರಕರಣ ಸಂಬಂಧ 20 ಮಂದಿಯ ಹೇಳಿಕೆ ದಾಖಲಿಸಿಕೊಳ್ಳಲಾಗಿದೆ. ರಾಜ್ಯ ಸರ್ಕಾರ ರಚಿಸಿದ ವಿಶೇಷ ತನಿಖಾ ತಂಡ ಕಾರ್ಯಾರಂಭ ಮಾಡಿದೆ. xyxy=(720,978,972,997)
mandya-byline: ಬೆಂಗಳೂರು: xyxy=(174,869,204,879)
